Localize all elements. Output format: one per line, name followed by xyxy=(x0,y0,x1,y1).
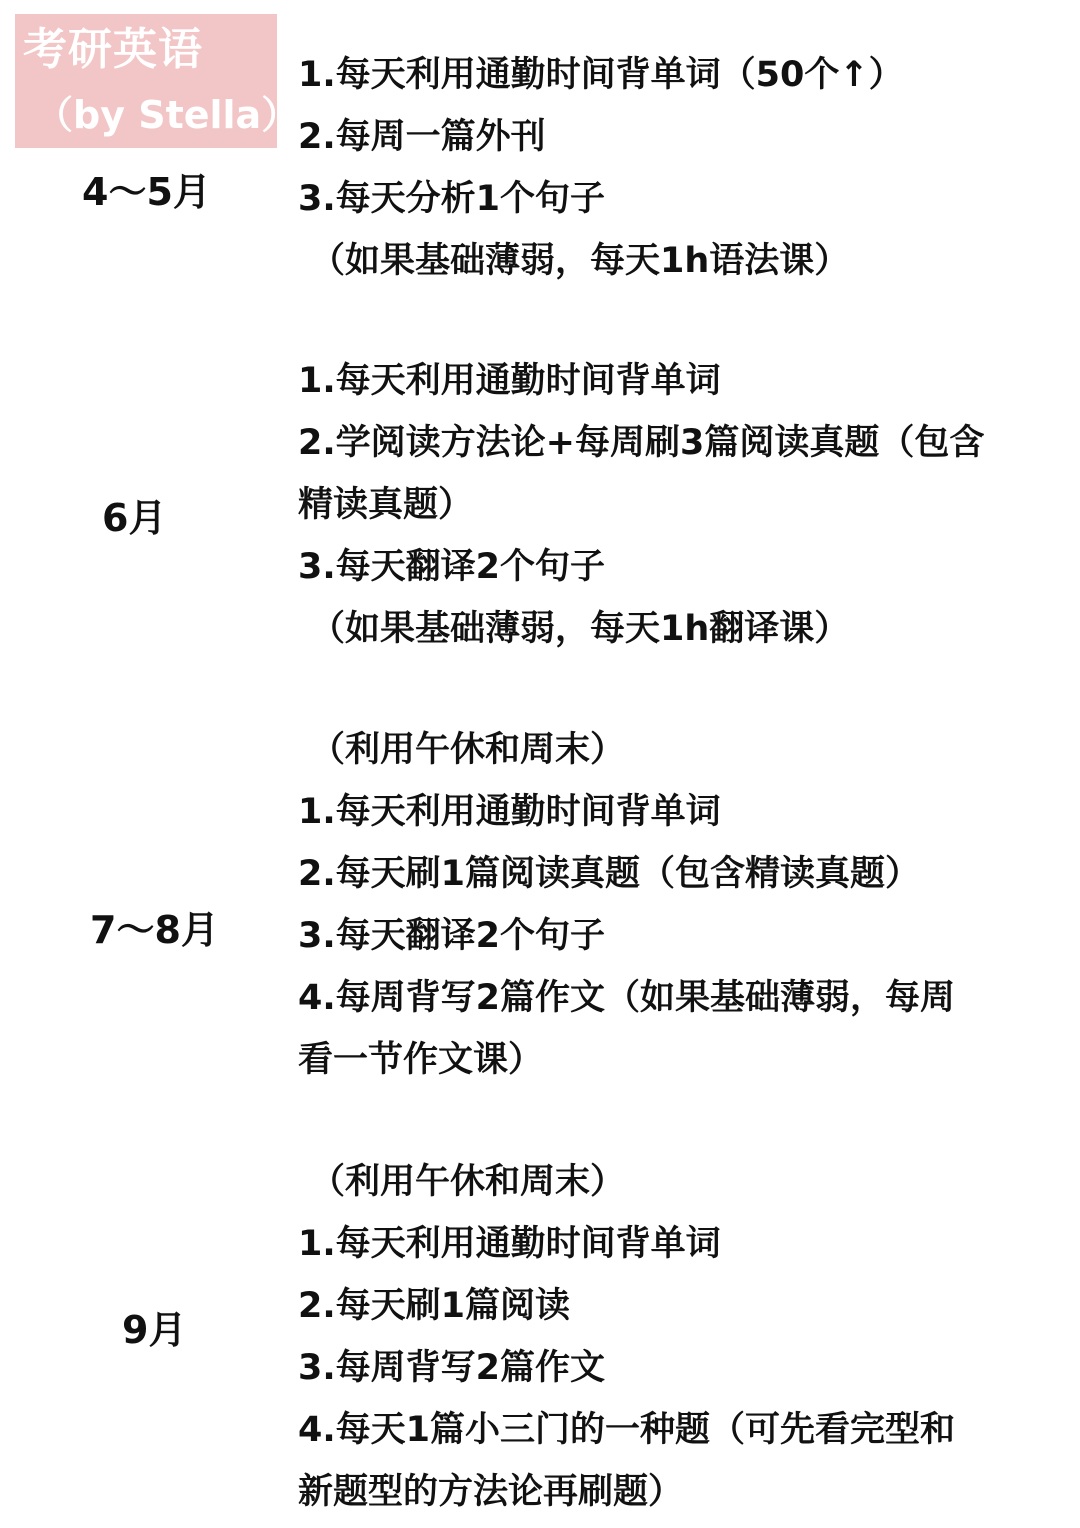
plan-item: 1.每天利用通勤时间背单词 xyxy=(298,361,721,401)
month-label: 4～5月 xyxy=(82,170,211,214)
plan-section xyxy=(298,350,1068,660)
plan-item: 1.每天利用通勤时间背单词（50个↑） xyxy=(298,55,904,95)
plan-item: 1.每天利用通勤时间背单词 xyxy=(298,1224,721,1264)
plan-item: 2.每天刷1篇阅读 xyxy=(298,1286,571,1326)
plan-item: 看一节作文课） xyxy=(298,1040,544,1080)
plan-note: （如果基础薄弱，每天1h翻译课） xyxy=(310,609,850,649)
plan-item: 3.每天翻译2个句子 xyxy=(298,916,606,956)
plan-item: 4.每周背写2篇作文（如果基础薄弱，每周 xyxy=(298,978,956,1018)
plan-item: 3.每天翻译2个句子 xyxy=(298,547,606,587)
plan-section xyxy=(298,44,1068,292)
month-label: 7～8月 xyxy=(90,908,219,952)
plan-item: 2.每周一篇外刊 xyxy=(298,117,546,157)
plan-note: （利用午休和周末） xyxy=(310,730,626,770)
plan-item: 1.每天利用通勤时间背单词 xyxy=(298,792,721,832)
month-label: 9月 xyxy=(122,1308,187,1352)
plan-item: 3.每天分析1个句子 xyxy=(298,179,606,219)
plan-section xyxy=(298,1151,1068,1523)
plan-section xyxy=(298,719,1068,1091)
plan-item: 2.每天刷1篇阅读真题（包含精读真题） xyxy=(298,854,921,894)
plan-note: （利用午休和周末） xyxy=(310,1162,626,1202)
plan-item: 3.每周背写2篇作文 xyxy=(298,1348,606,1388)
author-subtitle: （by Stella） xyxy=(35,93,300,137)
plan-item: 精读真题） xyxy=(298,485,474,525)
plan-note: （如果基础薄弱，每天1h语法课） xyxy=(310,241,850,281)
page-title: 考研英语 xyxy=(23,24,203,75)
plan-item: 4.每天1篇小三门的一种题（可先看完型和 xyxy=(298,1410,956,1450)
month-label: 6月 xyxy=(102,496,167,540)
title-badge xyxy=(15,14,300,148)
plan-item: 2.学阅读方法论+每周刷3篇阅读真题（包含 xyxy=(298,423,985,463)
plan-item: 新题型的方法论再刷题） xyxy=(298,1472,684,1512)
